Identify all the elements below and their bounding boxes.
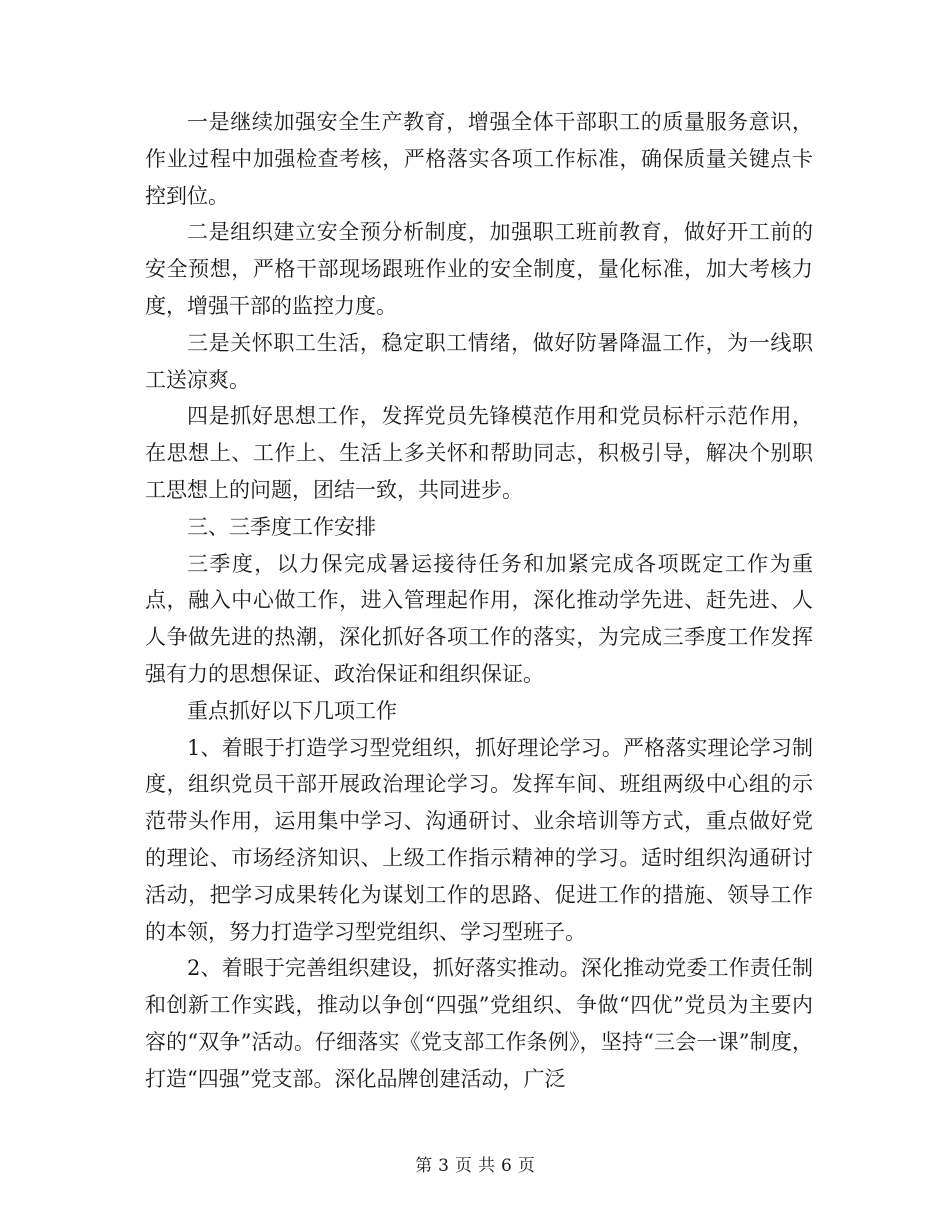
paragraph-task-2-organization: 2、着眼于完善组织建设，抓好落实推动。深化推动党委工作责任制和创新工作实践，推动以争创“四强”党组织、争做“四优”党员为主要内容的“双争”活动。仔细落实《党支部工作条例》，坚持“三会一课”制度，打造“四强”党支部。深化品牌创建活动，广泛	[145, 956, 813, 1091]
paragraph-safety-analysis: 二是组织建立安全预分析制度，加强职工班前教育，做好开工前的安全预想，严格干部现场跟班作业的安全制度，量化标准，加大考核力度，增强干部的监控力度。	[145, 220, 813, 318]
subheading-key-tasks: 重点抓好以下几项工作	[187, 698, 397, 723]
page-footer	[0, 1154, 950, 1178]
paragraph-task-1-learning: 1、着眼于打造学习型党组织，抓好理论学习。严格落实理论学习制度，组织党员干部开展政治理论学习。发挥车间、班组两级中心组的示范带头作用，运用集中学习、沟通研讨、业余培训等方式，重点做好党的理论、市场经济知识、上级工作指示精神的学习。适时组织沟通研讨活动，把学习成果转化为谋划工作的思路、促进工作的措施、领导工作的本领，努力打造学习型党组织、学习型班子。	[145, 735, 813, 944]
footer-total-word: 共	[478, 1156, 495, 1176]
section-heading-q3-plan: 三、三季度工作安排	[187, 514, 376, 539]
paragraph-q3-overview: 三季度，以力保完成暑运接待任务和加紧完成各项既定工作为重点，融入中心做工作，进入管理起作用，深化推动学先进、赶先进、人人争做先进的热潮，深化抓好各项工作的落实，为完成三季度工作发挥强有力的思想保证、政治保证和组织保证。	[145, 551, 813, 686]
document-body	[145, 104, 813, 1098]
footer-prefix: 第	[415, 1156, 433, 1176]
paragraph-safety-education: 一是继续加强安全生产教育，增强全体干部职工的质量服务意识，作业过程中加强检查考核，严格落实各项工作标准，确保质量关键点卡控到位。	[145, 110, 813, 208]
paragraph-staff-care: 三是关怀职工生活，稳定职工情绪，做好防暑降温工作，为一线职工送凉爽。	[145, 330, 813, 392]
paragraph-ideological-work: 四是抓好思想工作，发挥党员先锋模范作用和党员标杆示范作用，在思想上、工作上、生活上多关怀和帮助同志，积极引导，解决个别职工思想上的问题，团结一致，共同进步。	[145, 404, 813, 502]
footer-page-word: 页	[455, 1156, 472, 1176]
footer-total-pages: 6	[501, 1156, 512, 1176]
footer-suffix: 页	[517, 1156, 535, 1176]
footer-current-page: 3	[438, 1156, 449, 1176]
